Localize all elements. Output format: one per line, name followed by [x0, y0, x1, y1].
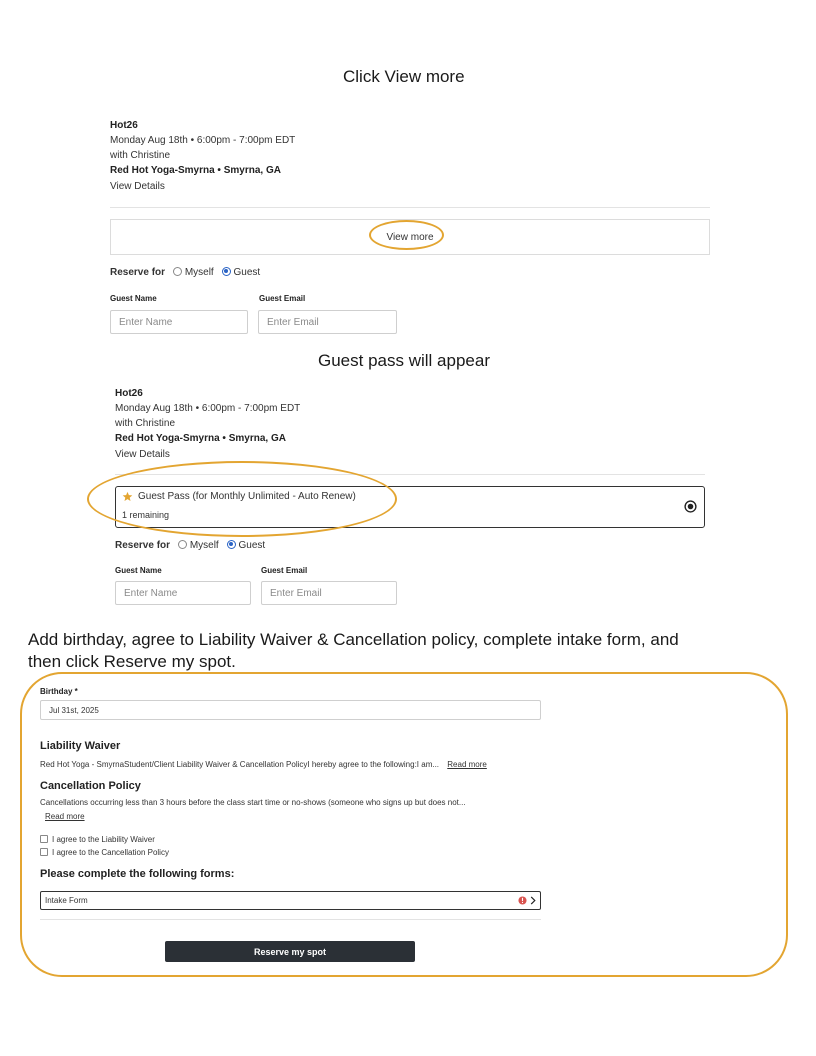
birthday-label: Birthday * [40, 687, 78, 696]
radio-guest[interactable] [227, 540, 236, 549]
caption-step3-line1: Add birthday, agree to Liability Waiver & Cancellation policy, complete intake form, and [28, 630, 679, 649]
divider [110, 207, 710, 208]
divider [40, 919, 541, 920]
class-datetime: Monday Aug 18th • 6:00pm - 7:00pm EDT [110, 135, 296, 146]
forms-heading: Please complete the following forms: [40, 868, 235, 880]
liability-row [40, 760, 487, 769]
radio-guest-label: Guest [233, 267, 261, 278]
intake-form-row[interactable] [40, 891, 541, 910]
highlight-oval-view-more [369, 220, 444, 250]
radio-myself-label: Myself [189, 540, 219, 551]
cancellation-text: Cancellations occurring less than 3 hours before the class start time or no-shows (someone who signs up but does not... [40, 798, 466, 807]
class-name: Hot26 [115, 388, 143, 399]
class-info-2 [115, 386, 300, 463]
class-instructor: with Christine [110, 150, 171, 161]
radio-myself[interactable] [178, 540, 187, 549]
reserve-for-row [115, 540, 265, 551]
reserve-for-label: Reserve for [115, 540, 171, 551]
view-details-link[interactable]: View Details [115, 449, 170, 460]
guest-pass-title: Guest Pass (for Monthly Unlimited - Auto Renew) [138, 491, 356, 502]
agree-liability-checkbox[interactable] [40, 835, 48, 843]
guest-name-input[interactable]: Enter Name [115, 581, 251, 605]
liability-text: Red Hot Yoga - SmyrnaStudent/Client Liability Waiver & Cancellation PolicyI hereby agree to the following:I am... [40, 760, 440, 769]
guest-name-label: Guest Name [110, 294, 157, 303]
class-location: Red Hot Yoga-Smyrna • Smyrna, GA [110, 165, 281, 176]
view-details-link[interactable]: View Details [110, 181, 165, 192]
caption-step1: Click View more [343, 67, 465, 86]
alert-icon [518, 896, 527, 905]
agree-cancellation-label: I agree to the Cancellation Policy [52, 848, 169, 857]
liability-heading: Liability Waiver [40, 740, 121, 752]
guest-name-label: Guest Name [115, 566, 162, 575]
guest-email-label: Guest Email [261, 566, 308, 575]
highlight-oval-guest-pass [87, 461, 397, 537]
class-location: Red Hot Yoga-Smyrna • Smyrna, GA [115, 433, 286, 444]
caption-step3-line2: then click Reserve my spot. [28, 652, 236, 671]
guest-name-input[interactable]: Enter Name [110, 310, 248, 334]
radio-guest[interactable] [222, 267, 231, 276]
radio-myself[interactable] [173, 267, 182, 276]
view-more-label: View more [386, 231, 434, 243]
radio-myself-label: Myself [184, 267, 214, 278]
chevron-right-icon [529, 896, 537, 905]
reserve-my-spot-button[interactable]: Reserve my spot [165, 941, 415, 962]
liability-read-more-link[interactable]: Read more [447, 760, 487, 769]
reserve-for-label: Reserve for [110, 267, 166, 278]
cancellation-read-more-link[interactable]: Read more [45, 812, 85, 821]
agree-cancellation-checkbox[interactable] [40, 848, 48, 856]
agree-liability-label: I agree to the Liability Waiver [52, 835, 155, 844]
class-datetime: Monday Aug 18th • 6:00pm - 7:00pm EDT [115, 403, 301, 414]
guest-email-input[interactable]: Enter Email [261, 581, 397, 605]
guest-email-label: Guest Email [259, 294, 306, 303]
cancellation-heading: Cancellation Policy [40, 780, 141, 792]
reserve-for-row [110, 267, 260, 278]
class-instructor: with Christine [115, 418, 176, 429]
class-info-1 [110, 118, 295, 195]
radio-guest-label: Guest [238, 540, 266, 551]
selected-radio-icon[interactable] [684, 500, 697, 513]
agree-liability-row[interactable] [40, 835, 155, 844]
intake-form-label: Intake Form [45, 896, 88, 905]
agree-cancellation-row[interactable] [40, 848, 169, 857]
guest-email-input[interactable]: Enter Email [258, 310, 397, 334]
caption-step2: Guest pass will appear [318, 351, 490, 370]
guest-pass-remaining: 1 remaining [122, 510, 170, 520]
class-name: Hot26 [110, 120, 138, 131]
birthday-input[interactable]: Jul 31st, 2025 [40, 700, 541, 720]
